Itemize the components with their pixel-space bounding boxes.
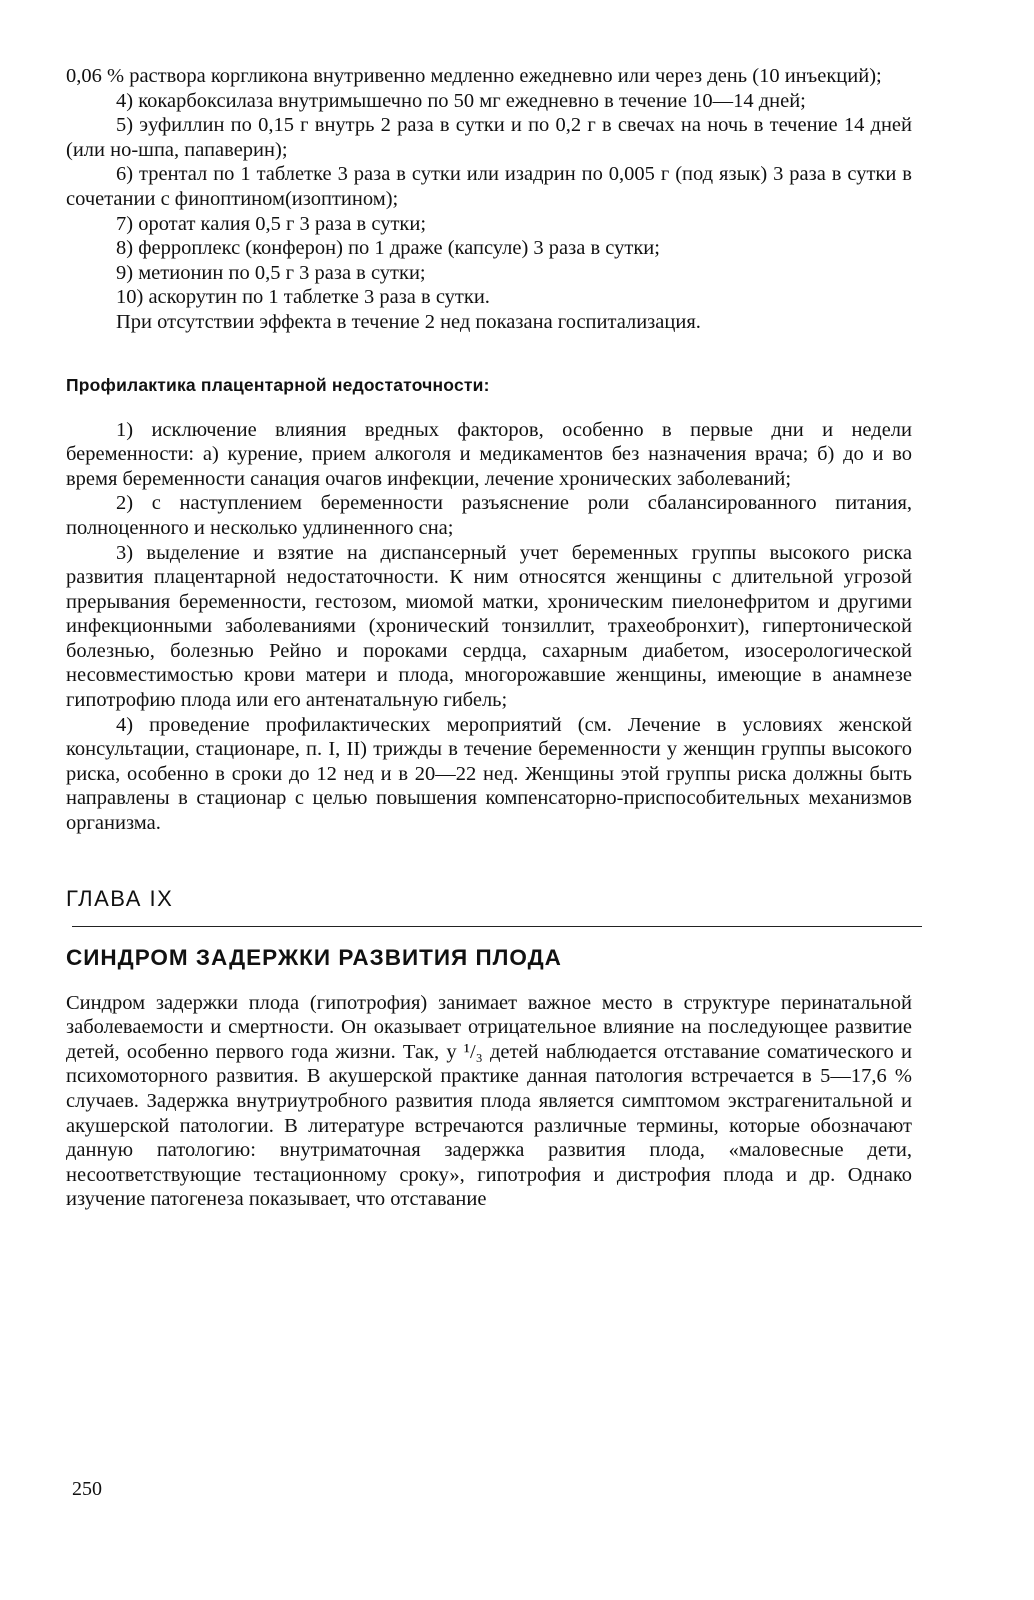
list-item: 9) метионин по 0,5 г 3 раза в сутки; [116,261,426,284]
list-item: 8) ферроплекс (конферон) по 1 драже (капсуле) 3 раза в сутки; [116,237,660,260]
list-item: 6) трентал по 1 таблетке 3 раза в сутки или изадрин по 0,005 г (под язык) 3 раза в сутки в сочетании с финоптином(изоптином); [66,163,912,210]
section-title: Профилактика плацентарной недостаточности: [66,374,490,395]
list-item: 5) эуфиллин по 0,15 г внутрь 2 раза в сутки и по 0,2 г в свечах на ночь в течение 14 дней (или но-шпа, папаверин); [66,114,912,161]
page-number: 250 [72,1478,102,1500]
list-item: 4) проведение профилактических мероприятий (см. Лечение в условиях женской консультации, стационаре, п. I, II) трижды в течение беременности у женщин группы высокого риска, особенно в сроки до 12 нед и в 20—22 нед. Женщины этой группы риска должны быть направлены в стационар с целью повышения компенсаторно-приспособительных механизмов организма. [66,713,912,835]
list-item: 1) исключение влияния вредных факторов, особенно в первые дни и недели беременности: а) курение, прием алкоголя и медикаментов без назначения врача; б) до и во время беременности санация очагов инфекции, лечение хронических заболеваний; [66,418,912,490]
list-item: 2) с наступлением беременности разъяснение роли сбалансированного питания, полноценного и несколько удлиненного сна; [66,492,912,539]
list-item: 7) оротат калия 0,5 г 3 раза в сутки; [116,212,427,235]
paragraph: 0,06 % раствора коргликона внутривенно медленно ежедневно или через день (10 инъекций); [66,65,882,87]
list-item: 10) аскорутин по 1 таблетке 3 раза в сутки. [116,286,490,309]
paragraph: Синдром задержки плода (гипотрофия) занимает важное место в структуре перинатальной заболеваемости и смертности. Он оказывает отрицательное влияние на последующее развитие детей, особенно первого года жизни. Так, у ¹/₃ детей наблюдается отставание соматического и психомоторного развития. В акушерской практике данная патология встречается в 5—17,6 % случаев. Задержка внутриутробного развития плода является симптомом экстрагенитальной и акушерской патологии. В литературе встречаются различные термины, которые обозначают данную патологию: внутриматочная задержка развития плода, «маловесные дети, несоответствующие тестационному сроку», гипотрофия и дистрофия плода и др. Однако изучение патогенеза показывает, что отставание [66,991,912,1211]
list-item: 3) выделение и взятие на диспансерный учет беременных группы высокого риска развития плацентарной недостаточности. К ним относятся женщины с длительной угрозой прерывания беременности, гестозом, миомой матки, хроническим пиелонефритом и другими инфекционными заболеваниями (хронический тонзиллит, трахеобронхит), гипертонической болезнью, болезнью Рейно и пороками сердца, сахарным диабетом, изосерологической несовместимостью крови матери и плода, многорожавшие женщины, имеющие в анамнезе гипотрофию плода или его антенатальную гибель; [66,541,912,712]
page-content [66,64,912,1212]
chapter-label: ГЛАВА IX [66,885,174,911]
chapter-title: СИНДРОМ ЗАДЕРЖКИ РАЗВИТИЯ ПЛОДА [66,944,562,970]
list-item: 4) кокарбоксилаза внутримышечно по 50 мг ежедневно в течение 10—14 дней; [116,89,806,112]
divider [72,926,922,927]
paragraph: При отсутствии эффекта в течение 2 нед показана госпитализация. [116,310,701,333]
